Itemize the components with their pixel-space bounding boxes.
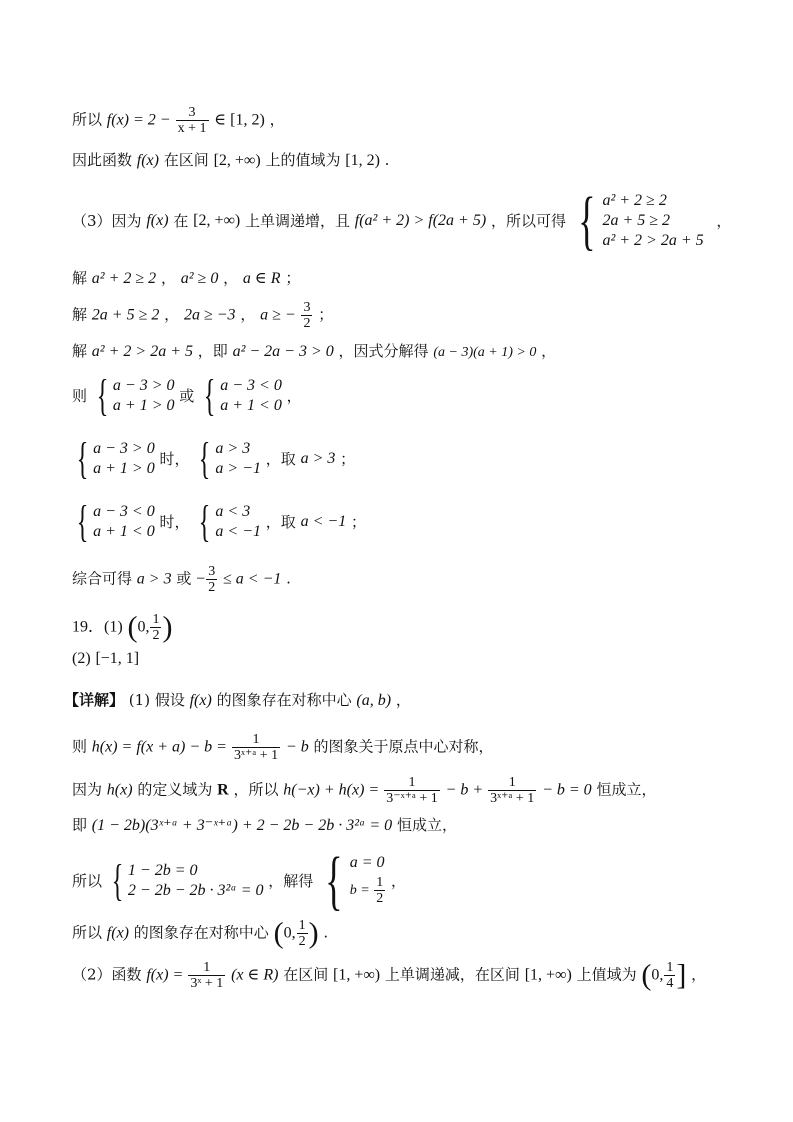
text: ， [541,342,557,360]
text: 的图象存在对称中心 [133,923,269,942]
text: ， [164,305,180,324]
numerator: 1 [488,775,536,791]
system-line: 1 − 2b = 0 [127,862,198,879]
line-10 [72,564,291,595]
system-line: a < −1 [215,523,262,540]
math: − b = 0 [542,781,592,799]
math: a² ≥ 0 [180,270,219,287]
text: . [384,151,390,169]
text: ， [240,305,256,324]
math: a ≥ − [260,306,296,324]
text: （3）因为 [72,212,142,230]
math: f(x) = [146,966,188,984]
system-line: a² + 2 > 2a + 5 [602,232,704,249]
text: ； [340,450,356,468]
denominator: 3ˣ⁺ᵃ + 1 [490,791,535,806]
line-4 [72,268,300,289]
math: a > 3 [300,450,336,467]
denominator: 3⁻ˣ⁺ᵃ + 1 [386,791,438,806]
line-3 [72,184,732,257]
math: 0, [651,966,664,984]
math: [2, +∞) [193,212,241,229]
detail-tag: 【详解】 [64,691,125,709]
math: − b [285,738,309,756]
math: f(x) [136,152,159,169]
left-brace: { [111,856,124,905]
system-line: a − 3 > 0 [112,377,175,394]
equation-system [72,434,155,483]
bracket: ( [127,610,138,644]
text: ， [160,269,176,287]
text: ， [390,872,406,890]
denominator: x + 1 [177,121,207,136]
line-6 [72,341,556,363]
fraction [176,105,209,136]
fraction [297,918,308,949]
math: 2a + 5 ≥ 2 [91,306,160,324]
system-line: a < 3 [215,503,251,520]
text: 上单调递减，在区间 [384,965,520,984]
question-number: (2) [72,650,91,667]
bracket: ] [676,958,687,992]
math: − [196,570,206,588]
denominator: 4 [666,976,674,991]
text: 的图象关于原点中心对称， [313,737,494,756]
text: (1) 假设 [128,691,185,709]
math: (a, b) [356,692,392,709]
bracket: ) [308,916,319,950]
math: f(x) [106,924,129,942]
math: [1, +∞) [333,966,381,984]
system-line: a + 1 < 0 [93,523,155,540]
text: 恒成立， [396,816,457,834]
denominator: 3ˣ⁺ᵃ + 1 [233,748,279,763]
math: a ∈ R [242,270,281,287]
text: ，取 [265,513,296,531]
fraction [206,564,217,595]
math: [1, +∞) [524,966,572,984]
text: ，所以 [233,780,279,799]
text: ，解得 [268,872,314,890]
line-9 [72,497,366,546]
math: 0, [137,618,150,636]
system-line: a > 3 [215,440,251,457]
text: ，因式分解得 [338,342,429,360]
equation-system [194,497,262,546]
text: 上单调递增，且 [244,212,350,230]
equation-system [194,434,262,483]
text: ，即 [197,342,228,360]
text: ， [691,965,707,984]
text: 所以 [72,872,103,890]
line-11 [72,612,172,643]
math: h(x) = f(x + a) − b = [91,738,231,756]
denominator: 2 [152,628,160,643]
numerator: 3 [208,564,216,579]
denominator: 2 [376,891,384,907]
text: 在 [173,212,189,230]
left-brace: { [76,497,89,546]
line-13 [64,690,411,711]
line-5 [72,300,333,331]
line-19 [72,960,706,991]
math: a² + 2 ≥ 2 [91,270,157,287]
numerator: 1 [188,960,225,976]
line-15 [72,775,656,806]
fraction [384,775,440,806]
numerator: 1 [298,918,306,933]
text: 在区间 [163,151,209,169]
text: 上的值域为 [265,151,341,169]
system-line: 2a + 5 ≥ 2 [602,212,671,229]
text: 时， [159,450,190,468]
text: 因为 [72,780,103,799]
text: 所以 [72,110,103,129]
bracket: ( [273,916,284,950]
math: [−1, 1] [95,650,140,667]
fraction [488,775,536,806]
denominator: 2 [298,934,306,949]
system-line: a > −1 [215,460,262,477]
math: ∈ [1, 2) [214,111,265,129]
text: 则 [72,737,88,756]
bracket: ) [162,610,173,644]
left-brace: { [577,184,596,257]
text: 或 [176,569,192,588]
system-line: a − 3 < 0 [220,377,282,394]
math: 2a ≥ −3 [183,306,236,324]
numerator: 1 [384,775,440,791]
text: （2）函数 [72,965,142,984]
left-brace: { [199,434,211,483]
math: f(a² + 2) > f(2a + 5) [354,212,487,229]
equation-system [318,844,386,917]
numerator: 3 [303,300,311,315]
numerator: 1 [152,612,160,627]
line-12 [72,648,139,669]
text: ； [318,305,334,324]
text: . [286,569,291,588]
equation-system [571,184,704,257]
denominator: 3ˣ + 1 [190,976,224,991]
text: ，取 [265,450,296,468]
text: . [323,923,329,942]
line-14 [72,732,494,763]
math: (x ∈ R) [231,966,279,984]
bracket: ( [641,958,652,992]
math: a > 3 [136,570,172,588]
text: ； [285,269,301,287]
text: 解 [72,305,88,324]
left-brace: { [96,371,109,420]
fraction [188,960,225,991]
fraction [150,612,161,643]
math: f(x) [189,692,212,709]
fraction [374,875,385,906]
system-line: 2 − 2b − 2b · 3²ᵃ = 0 [127,882,264,899]
math: − b + [445,781,488,799]
text: 的定义域为 [137,780,213,799]
line-16 [72,815,457,836]
numerator: 1 [666,960,674,975]
text: 解 [72,269,88,287]
line-2 [72,150,389,171]
system-line: a² + 2 ≥ 2 [602,192,667,209]
math: h(x) [106,781,133,799]
text: ， [223,269,239,287]
math: (a − 3)(a + 1) > 0 [433,345,537,360]
text: 在区间 [283,965,329,984]
equation-system [107,856,264,905]
numerator: 3 [176,105,209,121]
equation-system [72,497,155,546]
text: 恒成立， [596,780,657,799]
numerator: 1 [376,875,384,891]
fraction [664,960,675,991]
system-line: a − 3 > 0 [93,440,155,457]
math: h(−x) + h(x) = [283,781,384,799]
denominator: 2 [303,316,311,331]
math: a < −1 [300,513,347,530]
text: ，所以可得 [490,212,566,230]
text: 因此函数 [72,151,137,169]
text: 所以 [72,923,103,942]
math-bold: R [217,781,229,799]
text: 的图象存在对称中心 [216,691,352,709]
math: f(x) = 2 − [106,111,175,129]
text: 则 [72,387,88,405]
text: ， [286,387,302,405]
equation-system [92,371,175,420]
math: 0, [283,924,296,942]
text: 综合可得 [72,569,133,588]
equation-system [199,371,282,420]
math: (1 − 2b)(3ˣ⁺ᵃ + 3⁻ˣ⁺ᵃ) + 2 − 2b − 2b · 3²ᵃ = 0 [91,817,393,834]
line-7 [72,371,302,420]
left-brace: { [199,497,211,546]
system-line: a + 1 > 0 [112,397,175,414]
text: ； [350,513,366,531]
fraction [232,732,280,763]
system-line: a − 3 < 0 [93,503,155,520]
question-number: 19．(1) [72,618,123,636]
system-line: b = [349,883,374,898]
text: ， [269,110,285,129]
math: [2, +∞) [213,152,261,169]
text: ， [395,691,411,709]
text: 上值域为 [576,965,637,984]
text: 或 [179,387,195,405]
left-brace: { [325,844,343,917]
line-18 [72,918,328,949]
math: [1, 2) [345,152,380,169]
denominator: 2 [208,580,216,595]
text: 即 [72,816,88,834]
system-line: a + 1 < 0 [220,397,282,414]
line-1 [72,105,285,136]
system-line: a = 0 [349,854,385,871]
math: a² + 2 > 2a + 5 [91,343,193,360]
text: 时， [159,513,190,531]
fraction [301,300,312,331]
left-brace: { [76,434,89,483]
line-17 [72,844,406,917]
text: 解 [72,342,88,360]
numerator: 1 [232,732,280,748]
left-brace: { [203,371,216,420]
math: ≤ a < −1 [222,570,282,588]
text: ， [716,212,732,230]
math: a² − 2a − 3 > 0 [232,343,334,360]
math: f(x) [146,212,169,229]
line-8 [72,434,356,483]
system-line: a + 1 > 0 [93,460,155,477]
